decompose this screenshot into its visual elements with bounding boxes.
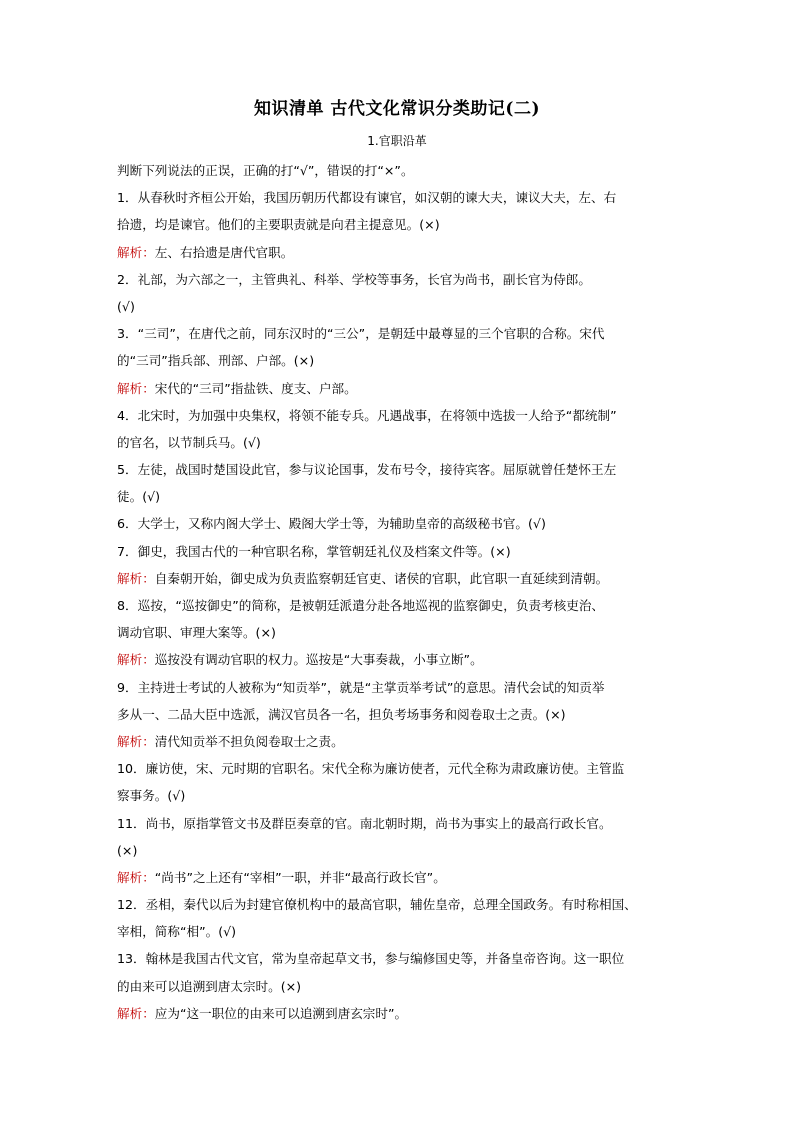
section-title: 1.官职沿革 <box>367 134 427 148</box>
text-line: (×) <box>117 842 138 858</box>
analysis-label: 解析： <box>117 380 155 396</box>
analysis-text: 左、右拾遗是唐代官职。 <box>154 244 294 260</box>
analysis-text: 巡按没有调动官职的权力。巡按是“大事奏裁，小事立断”。 <box>154 652 483 668</box>
text-line: 6．大学士，又称内阁大学士、殿阁大学士等，为辅助皇帝的高级秘书官。(√) <box>117 516 546 532</box>
analysis-line <box>117 565 687 592</box>
analysis-text: 应为“这一职位的由来可以追溯到唐玄宗时”。 <box>154 1005 408 1021</box>
analysis-label: 解析： <box>117 1005 155 1021</box>
question-list <box>117 157 687 1027</box>
analysis-line <box>117 375 687 402</box>
text-line: 13．翰林是我国古代文官，常为皇帝起草文书，参与编修国史等，并备皇帝咨询。这一职位 <box>117 951 625 967</box>
analysis-text: 清代知贡举不担负阅卷取士之责。 <box>154 733 344 749</box>
analysis-label: 解析： <box>117 733 155 749</box>
analysis-label: 解析： <box>117 570 155 586</box>
text-line: 察事务。(√) <box>117 788 186 804</box>
analysis-line <box>117 239 687 266</box>
analysis-label: 解析： <box>117 869 155 885</box>
analysis-line <box>117 646 687 673</box>
analysis-text: 自秦朝开始，御史成为负责监察朝廷官吏、诸侯的官职，此官职一直延续到清朝。 <box>154 570 609 586</box>
text-line: 2．礼部，为六部之一，主管典礼、科举、学校等事务，长官为尚书，副长官为侍郎。 <box>117 271 591 287</box>
analysis-line <box>117 728 687 755</box>
analysis-line <box>117 864 687 891</box>
text-line: 3．“三司”，在唐代之前，同东汉时的“三公”，是朝廷中最尊显的三个官职的合称。宋代 <box>117 326 605 342</box>
text-line: 的“三司”指兵部、刑部、户部。(×) <box>117 353 315 369</box>
text-line: 的官名，以节制兵马。(√) <box>117 434 261 450</box>
analysis-label: 解析： <box>117 244 155 260</box>
text-line: 8．巡按，“巡按御史”的简称，是被朝廷派遣分赴各地巡视的监察御史，负责考核吏治、 <box>117 598 605 613</box>
text-line: (√) <box>117 298 135 314</box>
text-line: 调动官职、审理大案等。(×) <box>117 625 276 641</box>
text-line: 10．廉访使，宋、元时期的官职名。宋代全称为廉访使者，元代全称为肃政廉访使。主管监 <box>117 761 625 777</box>
text-line: 多从一、二品大臣中选派，满汉官员各一名，担负考场事务和阅卷取士之责。(×) <box>117 706 566 722</box>
analysis-line <box>117 1000 687 1027</box>
text-line: 12．丞相，秦代以后为封建官僚机构中的最高官职，辅佐皇帝，总理全国政务。有时称相国、 <box>117 897 637 913</box>
text-line: 4．北宋时，为加强中央集权，将领不能专兵。凡遇战事，在将领中选拔一人给予“都统制” <box>117 407 617 423</box>
text-line: 的由来可以追溯到唐太宗时。(×) <box>117 978 302 994</box>
analysis-text: 宋代的“三司”指盐铁、度支、户部。 <box>154 380 357 396</box>
text-line: 徒。(√) <box>117 489 161 505</box>
text-line: 判断下列说法的正误，正确的打“√”，错误的打“×”。 <box>117 163 414 178</box>
analysis-text: “尚书”之上还有“宰相”一职，并非“最高行政长官”。 <box>154 869 446 885</box>
text-line: 5．左徒，战国时楚国设此官，参与议论国事，发布号令，接待宾客。屈原就曾任楚怀王左 <box>117 462 617 478</box>
text-line: 拾遗，均是谏官。他们的主要职责就是向君主提意见。(×) <box>117 217 440 233</box>
text-line: 11．尚书，原指掌管文书及群臣奏章的官。南北朝时期，尚书为事实上的最高行政长官。 <box>117 815 612 831</box>
text-line: 1．从春秋时齐桓公开始，我国历朝历代都设有谏官，如汉朝的谏大夫，谏议大夫，左、右 <box>117 190 617 206</box>
text-line: 7．御史，我国古代的一种官职名称，掌管朝廷礼仪及档案文件等。(×) <box>117 543 511 559</box>
text-line: 9．主持进士考试的人被称为“知贡举”，就是“主掌贡举考试”的意思。清代会试的知贡举 <box>117 679 605 695</box>
text-line: 宰相，简称“相”。(√) <box>117 924 237 940</box>
page-title: 知识清单 古代文化常识分类助记(二) <box>253 99 540 119</box>
analysis-label: 解析： <box>117 652 155 668</box>
